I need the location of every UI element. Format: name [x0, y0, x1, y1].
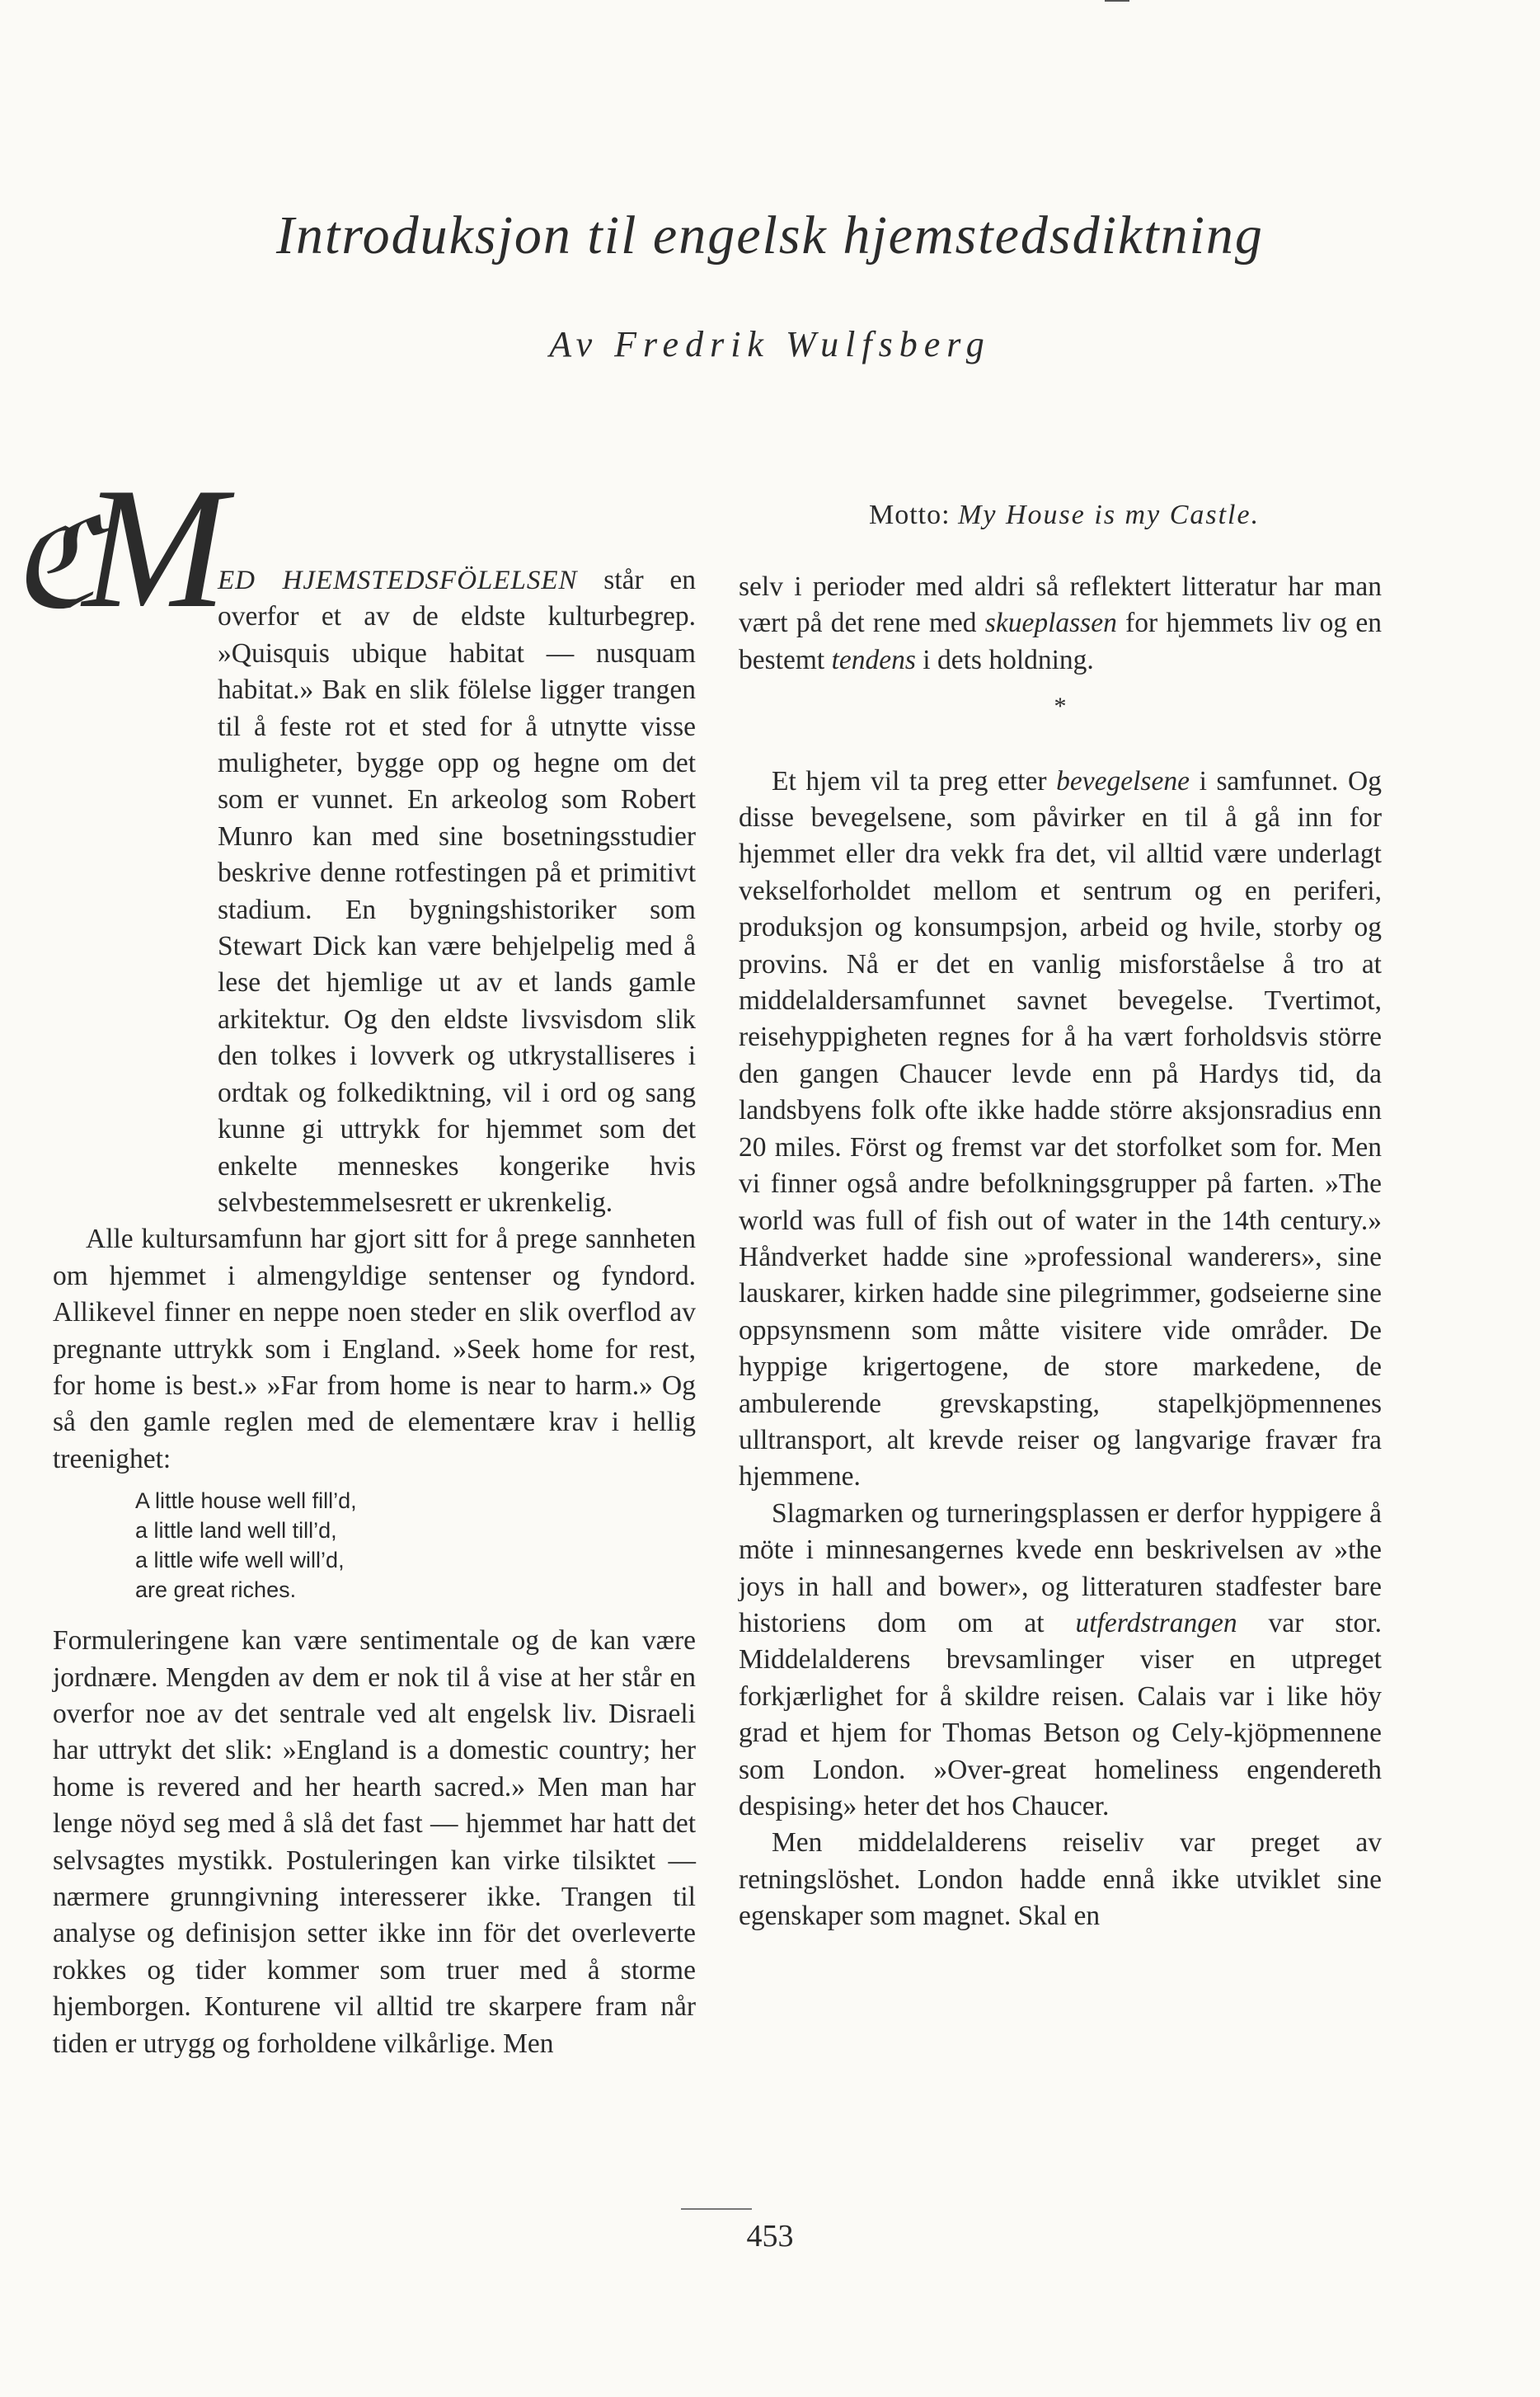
right-column [739, 569, 1382, 1935]
paragraph-4-text-b: for hjemmets liv og en bestemt [739, 608, 1382, 675]
motto-text: My House is my Castle. [958, 500, 1261, 530]
emphasis-skueplassen: skueplassen [984, 608, 1117, 639]
emphasis-tendens: tendens [831, 644, 916, 675]
section-separator-asterisk: * [1054, 693, 1067, 721]
verse-line: are great riches. [135, 1577, 297, 1603]
page-number-rule [681, 2208, 752, 2210]
verse-line: a little wife well will’d, [135, 1548, 345, 1573]
paragraph-3: Formuleringene kan være sentimentale og de kan være jordnære. Mengden av dem er nok til å vise at her står en overfor noe av det sentrale ved alt engelsk liv. Disraeli har uttrykt det slik: »England is a domestic country; her home is revered and her hearth sacred.» Men man har lenge nöyd seg med å slå det fast — hjemmet har hatt det selvsagtes mystikk. Postuleringen kan virke tilsiktet — nærmere grunngivning interesserer ikke. Trangen til analyse og definisjon setter ikke inn för det overleverte rokkes og tider kommer som truer med å storme hjemborgen. Konturene vil alltid tre skarpere fram når tiden er utrygg og forholdene vilkårlige. Men [53, 1625, 696, 2059]
emphasis-utferdstrangen: utferdstrangen [1075, 1607, 1237, 1638]
article-title: Introduksjon til engelsk hjemstedsdiktning [276, 205, 1264, 266]
top-edge-mark [1105, 0, 1129, 2]
paragraph-7: Men middelalderens reiseliv var preget av retningslöshet. London hadde ennå ikke utviklet sine egenskaper som magnet. Skal en [739, 1827, 1382, 1932]
left-column [53, 562, 696, 2062]
emphasis-bevegelsene: bevegelsene [1056, 765, 1190, 797]
paragraph-5-text-b: i samfunnet. Og disse bevegelsene, som påvirker en til å gå inn for hjemmet eller dra vekk fra det, vil alltid være underlagt vekselforholdet mellom et sentrum og en periferi, produksjon og konsumpsjon, arbeid og hvile, storby og provins. Nå er det en vanlig misforståelse å tro at middelaldersamfunnet savnet bevegelse. Tvertimot, reisehyppigheten regnes for å ha vært forholdsvis större den gangen Chaucer levde enn på Hardys tid, da landsbyens folk ofte ikke hadde större aksjonsradius enn 20 miles. Först og fremst var det storfolket som for. Men vi finner også andre befolkningsgrupper på farten. »The world was full of fish out of water in the 14th century.» Håndverket hadde sine »professional wanderers», sine lauskarer, kirken hadde sine pilegrimmer, godseierne sine oppsynsmenn som måtte visitere vide områder. De hyppige krigertogene, de store markedene, de ambulerende grevskapsting, stapelkjöpmennenes ulltransport, alt krevde reiser og langvarige fravær fra hjemmene. [739, 765, 1383, 1492]
verse-block [135, 1486, 696, 1605]
paragraph-5 [739, 764, 1382, 1496]
paragraph-1 [53, 562, 696, 1221]
article-byline: Av Fredrik Wulfsberg [549, 324, 991, 364]
page-number: 453 [746, 2219, 794, 2254]
paragraph-4 [739, 569, 1382, 679]
drop-cap-letter: M [82, 453, 227, 644]
paragraph-6 [739, 1496, 1382, 1826]
paragraph-5-text-a: Et hjem vil ta preg etter [772, 765, 1057, 797]
verse-line: A little house well fill’d, [135, 1488, 357, 1514]
paragraph-2: Alle kultursamfunn har gjort sitt for å prege sannheten om hjemmet i almengyldige sentenser og fyndord. Allikevel finner en neppe noen steder en slik overflod av pregnante uttrykk som i England. »Seek home for rest, for home is best.» »Far from home is near to harm.» Og så den gamle reglen med de elementære krav i hellig treenighet: [53, 1224, 696, 1474]
motto-label: Motto: [869, 500, 951, 530]
paragraph-6-text-b: var stor. Middelalderens brevsamlinger viser en utpreget forkjærlighet for å skildre reisen. Calais var i like höy grad et hjem for Thomas Betson og Cely-kjöpmennene som London. »Over-great homeliness engendereth despising» heter det hos Chaucer. [739, 1607, 1382, 1821]
motto [869, 500, 1260, 531]
drop-cap-swash: ℭ [10, 496, 97, 633]
verse-line: a little land well till’d, [135, 1518, 337, 1544]
paragraph-4-text-a: selv i perioder med aldri så reflektert litteratur har man vært på det rene med [739, 571, 1382, 639]
paragraph-6-text-a: Slagmarken og turneringsplassen er derfor hyppigere å möte i minnesangernes kvede enn beskrivelsen av »the joys in hall and bower», og litteraturen stadfester bare historiens dom om at [739, 1497, 1382, 1638]
paragraph-4-text-c: i dets holdning. [915, 644, 1094, 675]
paragraph-1-text: står en overfor et av de eldste kulturbegrep. »Quisquis ubique habitat — nusquam habitat.» Bak en slik fölelse ligger trangen til å feste rot et sted for å utnytte visse muligheter, bygge opp og hegne om det som er vunnet. En arkeolog som Robert Munro kan med sine bosetningsstudier beskrive denne rotfestingen på et primitivt stadium. En bygningshistoriker som Stewart Dick kan være behjelpelig med å lese det hjemlige ut av et lands gamle arkitektur. Og den eldste livsvisdom slik den tolkes i lovverk og utkrystalliseres i ordtak og folkediktning, vil i ord og sang kunne gi uttrykk for hjemmet som det enkelte menneskes kongerike hvis selvbestemmelsesrett er ukrenkelig. [218, 565, 696, 1218]
opening-smallcaps: ED HJEMSTEDSFÖLELSEN [218, 566, 578, 595]
